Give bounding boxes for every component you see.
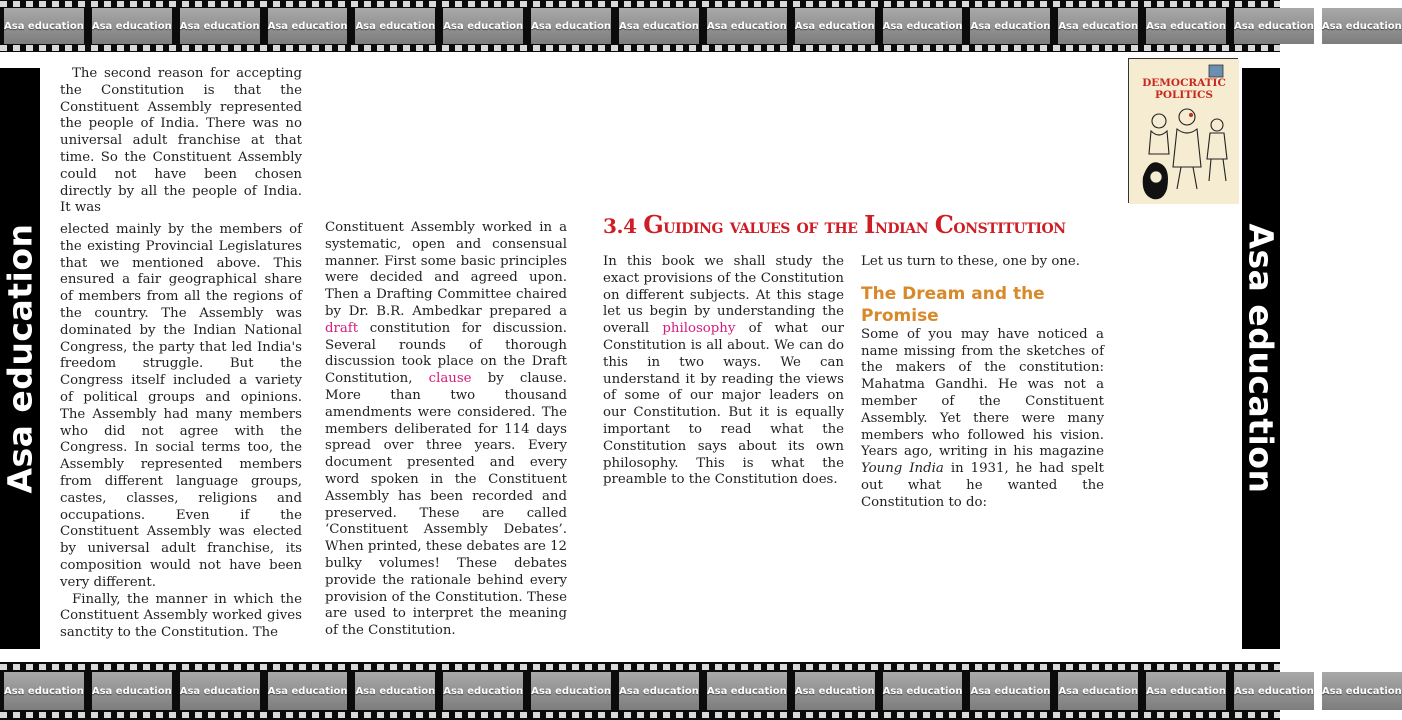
film-frame-label: Asa education: [355, 8, 435, 44]
film-frame-label: Asa education: [883, 672, 963, 710]
film-frame-label: Asa education: [92, 8, 172, 44]
text-column-4: [603, 254, 844, 489]
film-frame-label: Asa education: [531, 672, 611, 710]
film-frames-top: [0, 8, 1402, 44]
film-frame-label: Asa education: [268, 672, 348, 710]
film-strip-bottom: [0, 662, 1402, 720]
watermark-bar-right: [1242, 68, 1280, 649]
film-frame-label: Asa education: [180, 672, 260, 710]
film-perforations: [0, 664, 1280, 670]
film-perforations: [0, 1, 1280, 7]
paragraph: The second reason for accepting the Constitution is that the Constituent Assembly represented the people of India. There was no universal adult franchise at that time. So the Constituent Assembly could not have been chosen directly by all the people of India. It was: [60, 66, 302, 216]
film-frame-label: Asa education: [970, 8, 1050, 44]
section-number: 3.4: [603, 214, 637, 238]
heading-initial: C: [934, 210, 954, 239]
glossary-term-clause[interactable]: clause: [428, 371, 472, 387]
film-frame-label: Asa education: [4, 8, 84, 44]
watermark-text-left: Asa education: [0, 223, 40, 494]
film-frame-label: Asa education: [1234, 8, 1314, 44]
paragraph: elected mainly by the members of the existing Provincial Legislatures that we mentioned above. This ensured a fair geographical share of members from all the regions of the country. The Assembly was dominated by the Indian National Congress, the party that led India's freedom struggle. But the Congress itself included a variety of political groups and opinions. The Assembly had many members who did not agree with the Congress. In social terms too, the Assembly represented members from different language groups, castes, classes, religions and occupations. Even if the Constituent Assembly was elected by universal adult franchise, its composition would not have been very different.: [60, 222, 302, 590]
paragraph: [603, 254, 844, 489]
text-run: in 1931, he had spelt out what he wanted the Constitution to do:: [861, 461, 1104, 510]
paragraph: Let us turn to these, one by one.: [861, 254, 1081, 269]
watermark-text-right: Asa education: [1241, 223, 1281, 494]
cover-title-line: DEMOCRATIC: [1142, 77, 1226, 89]
film-frame-label: Asa education: [92, 672, 172, 710]
heading-word: ndian: [874, 214, 929, 238]
heading-word: onstitution: [953, 214, 1066, 238]
film-frame-label: Asa education: [4, 672, 84, 710]
section-heading: [603, 210, 1103, 241]
text-column-2: [60, 222, 302, 642]
paragraph: Finally, the manner in which the Constituent Assembly worked gives sanctity to the Constitution. The: [60, 591, 302, 641]
watermark-bar-left: [0, 68, 40, 649]
paragraph: [861, 327, 1104, 512]
film-frame-label: Asa education: [619, 672, 699, 710]
film-frame-label: Asa education: [1322, 672, 1402, 710]
film-frame-label: Asa education: [180, 8, 260, 44]
film-strip-top: [0, 0, 1402, 52]
film-frame-label: Asa education: [970, 672, 1050, 710]
film-perforations: [0, 712, 1280, 718]
subheading: The Dream and the Promise: [861, 283, 1045, 326]
heading-word: values of the: [729, 214, 858, 238]
film-frame-label: Asa education: [619, 8, 699, 44]
text-column-3: [325, 220, 567, 640]
text-run: by clause. More than two thousand amendments were considered. The members deliberated for 114 days spread over three years. Every document presented and every word spoken in the Constituent Assembly has been recorded and preserved. These are called ‘Constituent Assembly Debates’. When printed, these debates are 12 bulky volumes! These debates provide the rationale behind every provision of the Constitution. These are used to interpret the meaning of the Constitution.: [325, 371, 567, 639]
film-frame-label: Asa education: [707, 8, 787, 44]
text-run: Some of you may have noticed a name missing from the sketches of the makers of the constitution: Mahatma Gandhi. He was not a member of the Constituent Assembly. Yet there were many members who followed his vision. Years ago, writing in his magazine: [861, 326, 1104, 460]
film-frame-label: Asa education: [531, 8, 611, 44]
text-run: In this book we shall study the exact provisions of the Constitution on different subjects. At this stage let us begin by understanding the overall: [603, 254, 844, 337]
film-perforations: [0, 45, 1280, 51]
film-frame-label: Asa education: [1058, 8, 1138, 44]
film-frames-bottom: [0, 672, 1402, 710]
text-run: constitution for discussion. Several rounds of thorough discussion took place on the Draft Constitution,: [325, 320, 567, 387]
book-cover-thumbnail: [1128, 58, 1238, 203]
cover-title: [1139, 77, 1229, 101]
film-frame-label: Asa education: [795, 672, 875, 710]
film-frame-label: Asa education: [883, 8, 963, 44]
film-frame-label: Asa education: [268, 8, 348, 44]
film-frame-label: Asa education: [443, 8, 523, 44]
film-frame-label: Asa education: [1146, 672, 1226, 710]
film-frame-label: Asa education: [1234, 672, 1314, 710]
glossary-term-draft[interactable]: draft: [325, 320, 359, 336]
film-frame-label: Asa education: [443, 672, 523, 710]
heading-initial: I: [864, 210, 875, 239]
glossary-term-philosophy[interactable]: philosophy: [662, 321, 736, 337]
film-frame-label: Asa education: [707, 672, 787, 710]
paragraph: [325, 220, 567, 640]
text-run: of what our Constitution is all about. We can do this in two ways. We can understand it by reading the views of some of our major leaders on our Constitution. But it is equally important to read what the Constitution says about its own philosophy. This is what the preamble to the Constitution does.: [603, 321, 844, 488]
magazine-title: Young India: [861, 461, 944, 477]
film-frame-label: Asa education: [1058, 672, 1138, 710]
cover-title-line: POLITICS: [1154, 89, 1213, 101]
heading-initial: G: [643, 210, 664, 239]
film-frame-label: Asa education: [1322, 8, 1402, 44]
film-frame-label: Asa education: [1146, 8, 1226, 44]
film-frame-label: Asa education: [355, 672, 435, 710]
text-run: Constituent Assembly worked in a systematic, open and consensual manner. First some basic principles were decided and agreed upon. Then a Drafting Committee chaired by Dr. B.R. Ambedkar prepared a: [325, 220, 567, 319]
text-column-1: [60, 66, 302, 217]
film-frame-label: Asa education: [795, 8, 875, 44]
text-column-5: [861, 254, 1104, 512]
heading-word: uiding: [663, 214, 724, 238]
